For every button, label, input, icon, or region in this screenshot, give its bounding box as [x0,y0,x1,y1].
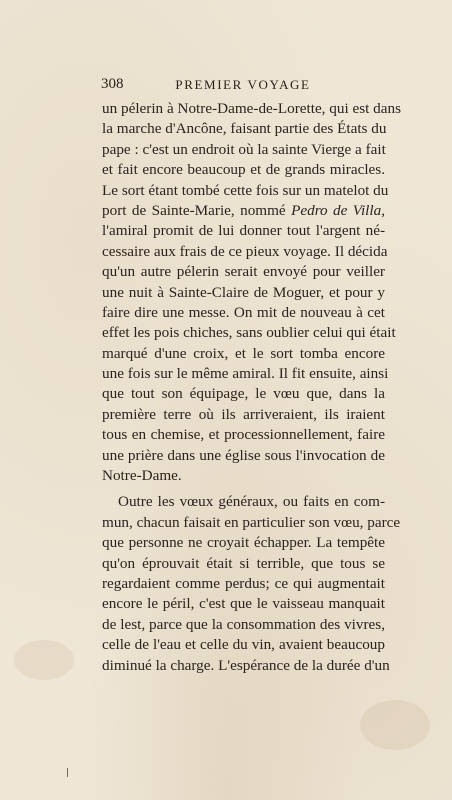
running-title: PREMIER VOYAGE [175,77,311,92]
paragraph [102,492,401,676]
text-line: la marche d'Ancône, faisant partie des États du [102,120,387,138]
paragraph [102,99,401,486]
text-line: première terre où ils arriveraient, ils iraient [102,405,385,423]
page-header [101,76,385,96]
text-line: marqué d'une croix, et le sort tomba encore [102,344,385,362]
text-line: que tout son équipage, le vœu que, dans la [102,385,385,403]
text-segment: port de Sainte-Marie, nommé [102,201,292,219]
text-line: Notre-Dame. [102,467,182,485]
text-line [102,201,385,221]
text-line: encore le péril, c'est que le vaisseau manquait [102,595,385,613]
text-line: l'amiral promit de lui donner tout l'argent né- [102,222,385,240]
page-number: 308 [101,76,124,92]
text-line: regardaient comme perdus; ce qui augmentait [102,574,385,592]
text-line: Le sort étant tombé cette fois sur un matelot du [102,181,389,199]
text-line: mun, chacun faisait en particulier son vœu, parce [102,513,401,531]
text-line: une nuit à Sainte-Claire de Moguer, et pour y [102,283,385,301]
text-line: cessaire aux frais de ce pieux voyage. Il décida [102,242,388,260]
text-line: faire dire une messe. On mit de nouveau à cet [102,303,385,321]
paper-mark [67,768,68,777]
text-line: pape : c'est un endroit où la sainte Vierge a fait [102,140,386,158]
text-line: qu'un autre pélerin serait envoyé pour veiller [102,263,385,281]
text-line: une fois sur le même amiral. Il fit ensuite, ainsi [102,365,389,383]
text-line: tous en chemise, et processionnellement, faire [102,426,385,444]
text-line: une prière dans une église sous l'invocation de [102,446,385,464]
text-line: diminué la charge. L'espérance de la durée d'un [102,656,390,674]
paper-stain [360,700,430,750]
body-text [102,99,401,676]
text-line: de lest, parce que la consommation des vivres, [102,615,385,633]
paper-stain [14,640,74,680]
italic-name: Pedro de Villa, [291,201,386,219]
text-line: un pélerin à Notre-Dame-de-Lorette, qui est dans [102,100,401,117]
text-line: qu'on éprouvait était si terrible, que tous se [102,554,385,572]
text-line: effet les pois chiches, sans oublier celui qui était [102,324,396,342]
text-line: Outre les vœux généraux, ou faits en com- [118,493,385,511]
text-line: que personne ne croyait échapper. La tempête [102,534,385,552]
text-line: celle de l'eau et celle du vin, avaient beaucoup [102,636,385,654]
text-line: et fait encore beaucoup et de grands miracles. [102,161,385,179]
